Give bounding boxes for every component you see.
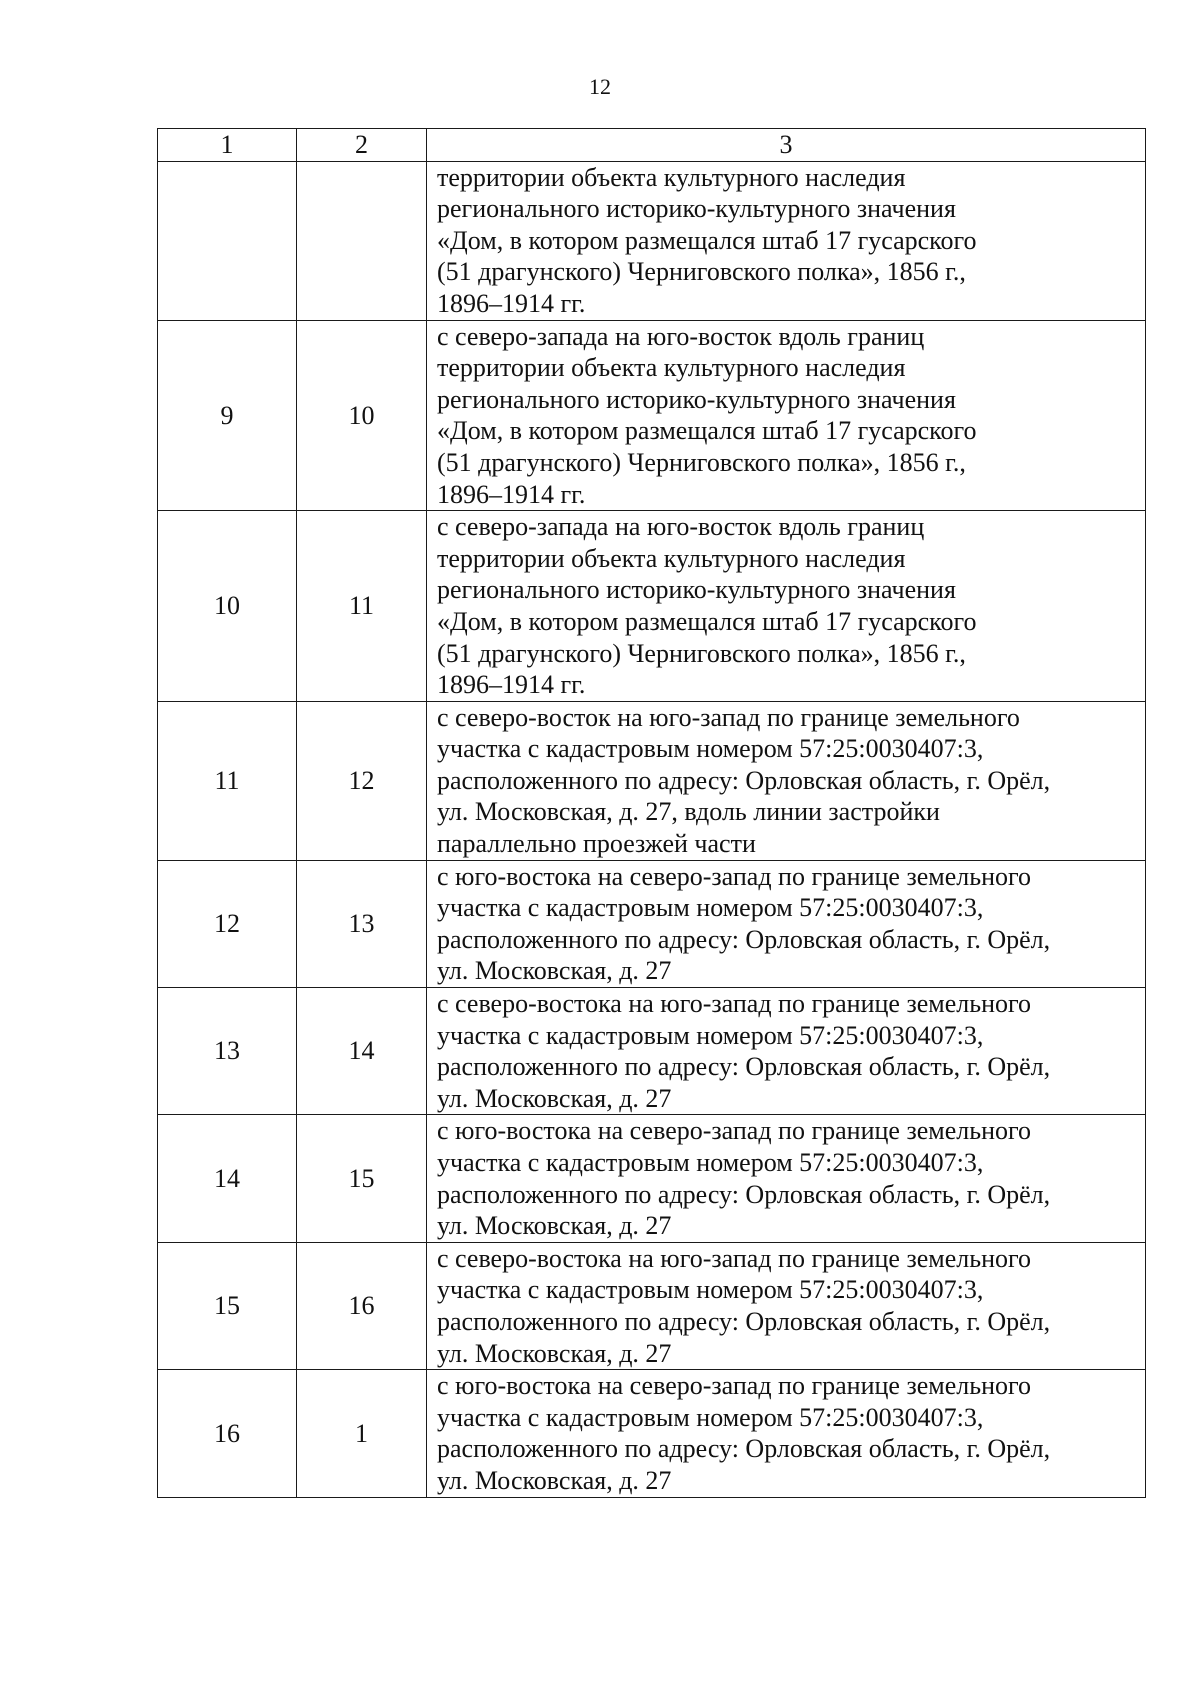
segment-description: с северо-восток на юго-запад по границе земельного участка с кадастровым номером 57:25:0030407:3, расположенного по адресу: Орловская область, г. Орёл, ул. Московская, д. 27, вдоль линии застройки параллельно проезжей части [427, 701, 1146, 860]
header-row [158, 129, 1146, 162]
point-to [297, 161, 427, 320]
page-number: 12 [589, 74, 611, 99]
point-to: 11 [297, 511, 427, 702]
point-to: 1 [297, 1370, 427, 1497]
point-from: 14 [158, 1115, 297, 1242]
table-body [158, 161, 1146, 1497]
point-to: 14 [297, 988, 427, 1115]
table-row [158, 511, 1146, 702]
segment-description: с юго-востока на северо-запад по границе земельного участка с кадастровым номером 57:25:0030407:3, расположенного по адресу: Орловская область, г. Орёл, ул. Московская, д. 27 [427, 1370, 1146, 1497]
point-from [158, 161, 297, 320]
segment-description: территории объекта культурного наследия регионального историко-культурного значения «Дом, в котором размещался штаб 17 гусарского (51 драгунского) Черниговского полка», 1856 г., 1896–1914 гг. [427, 161, 1146, 320]
table-row [158, 1242, 1146, 1369]
table-header [158, 129, 1146, 162]
segment-description: с северо-востока на юго-запад по границе земельного участка с кадастровым номером 57:25:0030407:3, расположенного по адресу: Орловская область, г. Орёл, ул. Московская, д. 27 [427, 1242, 1146, 1369]
point-to: 16 [297, 1242, 427, 1369]
table-row [158, 1370, 1146, 1497]
point-to: 10 [297, 320, 427, 511]
header-col-3: 3 [427, 129, 1146, 162]
table-row [158, 860, 1146, 987]
header-col-1: 1 [158, 129, 297, 162]
header-col-2: 2 [297, 129, 427, 162]
segment-description: с юго-востока на северо-запад по границе земельного участка с кадастровым номером 57:25:0030407:3, расположенного по адресу: Орловская область, г. Орёл, ул. Московская, д. 27 [427, 1115, 1146, 1242]
point-from: 9 [158, 320, 297, 511]
segment-description: с северо-запада на юго-восток вдоль границ территории объекта культурного наследия регионального историко-культурного значения «Дом, в котором размещался штаб 17 гусарского (51 драгунского) Черниговского полка», 1856 г., 1896–1914 гг. [427, 320, 1146, 511]
segment-description: с северо-востока на юго-запад по границе земельного участка с кадастровым номером 57:25:0030407:3, расположенного по адресу: Орловская область, г. Орёл, ул. Московская, д. 27 [427, 988, 1146, 1115]
boundary-table [157, 128, 1146, 1498]
point-to: 13 [297, 860, 427, 987]
table-row [158, 1115, 1146, 1242]
point-from: 12 [158, 860, 297, 987]
point-from: 13 [158, 988, 297, 1115]
table-row [158, 988, 1146, 1115]
point-from: 10 [158, 511, 297, 702]
table-row [158, 161, 1146, 320]
table-row [158, 701, 1146, 860]
segment-description: с северо-запада на юго-восток вдоль границ территории объекта культурного наследия регионального историко-культурного значения «Дом, в котором размещался штаб 17 гусарского (51 драгунского) Черниговского полка», 1856 г., 1896–1914 гг. [427, 511, 1146, 702]
point-from: 11 [158, 701, 297, 860]
point-to: 12 [297, 701, 427, 860]
point-to: 15 [297, 1115, 427, 1242]
table-row [158, 320, 1146, 511]
point-from: 15 [158, 1242, 297, 1369]
segment-description: с юго-востока на северо-запад по границе земельного участка с кадастровым номером 57:25:0030407:3, расположенного по адресу: Орловская область, г. Орёл, ул. Московская, д. 27 [427, 860, 1146, 987]
point-from: 16 [158, 1370, 297, 1497]
